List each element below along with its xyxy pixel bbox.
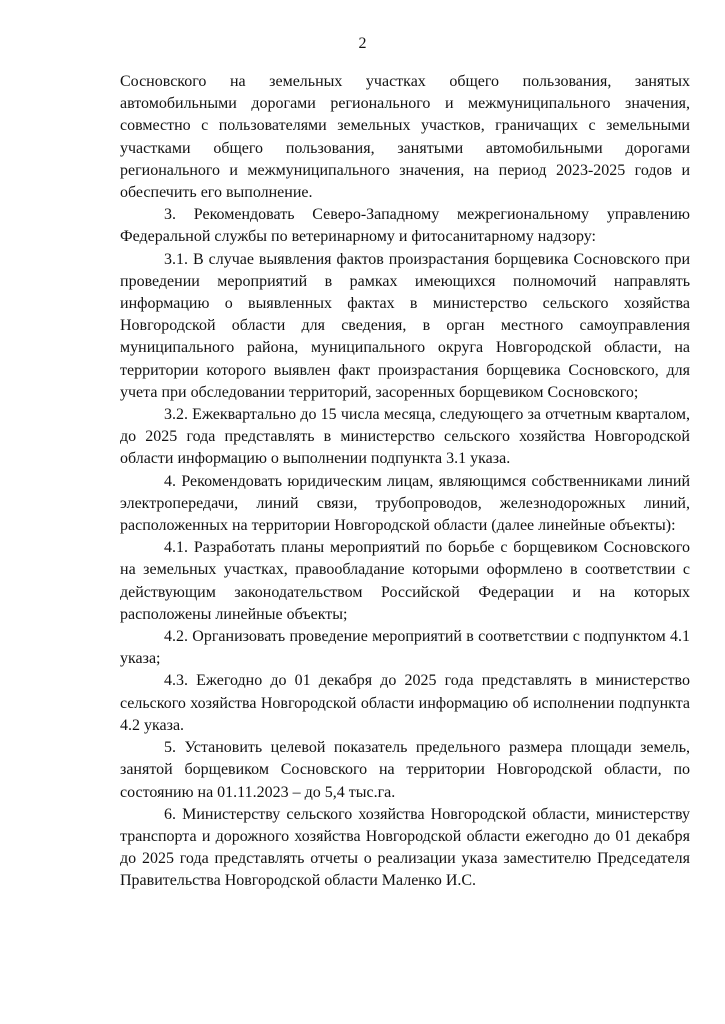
paragraph-item-6: 6. Министерству сельского хозяйства Новгородской области, министерству транспорта и дорожного хозяйства Новгородской области ежегодно до 01 декабря до 2025 года представлять отчеты о реализации указа заместителю Председателя Правительства Новгородской области Маленко И.С. <box>120 805 690 890</box>
paragraph-item-4-2: 4.2. Организовать проведение мероприятий в соответствии с подпунктом 4.1 указа; <box>120 628 690 668</box>
paragraph-item-4: 4. Рекомендовать юридическим лицам, являющимся собственниками линий электропередачи, линий связи, трубопроводов, железнодорожных линий, расположенных на территории Новгородской области (далее линейные объекты): <box>120 472 690 535</box>
paragraph-item-4-3: 4.3. Ежегодно до 01 декабря до 2025 года представлять в министерство сельского хозяйства Новгородской области информацию об исполнении подпункта 4.2 указа. <box>120 672 690 734</box>
paragraph-item-3-2: 3.2. Ежеквартально до 15 числа месяца, следующего за отчетным кварталом, до 2025 года представлять в министерство сельского хозяйства Новгородской области информацию о выполнении подпункта 3.1 указа. <box>120 406 690 468</box>
paragraph-item-4-1: 4.1. Разработать планы мероприятий по борьбе с борщевиком Сосновского на земельных участках, правообладание которыми оформлено в соответствии с действующим законодательством Российской Федерации и на которых расположены линейные объекты; <box>120 539 690 623</box>
paragraph-item-5: 5. Установить целевой показатель предельного размера площади земель, занятой борщевиком Сосновского на территории Новгородской области, по состоянию на 01.11.2023 – до 5,4 тыс.га. <box>120 739 690 801</box>
paragraph-item-3-1: 3.1. В случае выявления фактов произрастания борщевика Сосновского при проведении мероприятий в рамках имеющихся полномочий направлять информацию о выявленных фактах в министерство сельского хозяйства Новгородской области для сведения, в орган местного самоуправления муниципального района, муниципального округа Новгородской области, на территории которого выявлен факт произрастания борщевика Сосновского, для учета при обследовании территорий, засоренных борщевиком Сосновского; <box>120 250 690 401</box>
paragraph-continuation: Сосновского на земельных участках общего пользования, занятых автомобильными дорогами регионального и межмуниципального значения, совместно с пользователями земельных участков, граничащих с земельными участками общего пользования, занятыми автомобильными дорогами регионального и межмуниципального значения, на период 2023-2025 годов и обеспечить его выполнение. <box>120 73 690 202</box>
paragraph-item-3: 3. Рекомендовать Северо-Западному межрегиональному управлению Федеральной службы по ветеринарному и фитосанитарному надзору: <box>120 206 690 246</box>
page-number: 2 <box>358 35 367 52</box>
document-body <box>120 71 690 893</box>
